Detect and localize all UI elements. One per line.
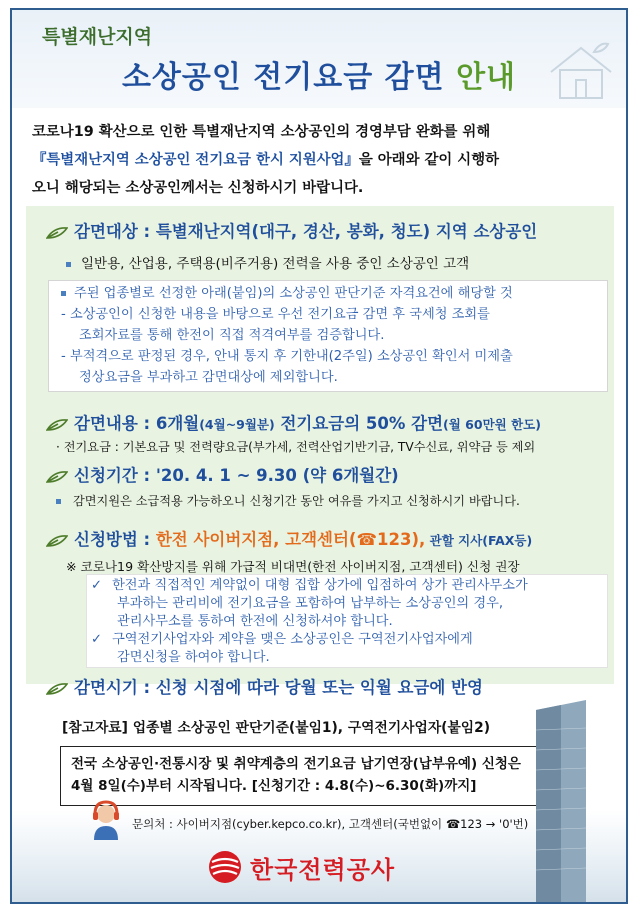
intro-line-3: 오니 해당되는 소상공인께서는 신청하시기 바랍니다. xyxy=(32,180,364,196)
section-method-heading xyxy=(46,526,532,550)
kepco-logo xyxy=(208,850,395,884)
title-text: 소상공인 전기요금 감면 xyxy=(121,60,457,95)
details-panel xyxy=(26,206,614,697)
check-icon: ✓ xyxy=(91,632,103,647)
section-content-title: 감면내용 : 6개월 xyxy=(74,414,200,433)
criteria-text: 주된 업종별로 선정한 아래(붙임)의 소상공인 판단기준 자격요건에 해당할 것 xyxy=(74,286,513,301)
intro-line-2-rest: 을 아래와 같이 시행하 xyxy=(358,152,500,168)
section-content-rate: 전기요금의 50% 감면 xyxy=(274,414,444,433)
criteria-line xyxy=(61,283,513,304)
building-icon xyxy=(526,700,596,904)
page-title xyxy=(12,52,626,96)
section-method-title: 신청방법 : xyxy=(74,530,156,549)
poster xyxy=(10,8,628,904)
kepco-logo-text: 한국전력공사 xyxy=(250,855,396,884)
section-content-limit: (월 60만원 한도) xyxy=(443,417,541,432)
section-timing-title: 감면시기 : 신청 시점에 따라 당월 또는 익월 요금에 반영 xyxy=(74,678,483,697)
section-period-title: 신청기간 : '20. 4. 1 ~ 9.30 (약 6개월간) xyxy=(74,466,399,485)
contact-info: 문의처 : 사이버지점(cyber.kepco.co.kr), 고객센터(국번없이 ☎123 → '0'번) xyxy=(132,817,529,831)
bullet-icon xyxy=(56,499,61,504)
headset-icon xyxy=(90,800,122,840)
criteria-line: 정상요금을 부과하고 감면대상에 제외합니다. xyxy=(79,370,338,385)
section-target-heading xyxy=(46,218,537,242)
section-method-branch: 관할 지사(FAX등) xyxy=(425,533,533,548)
intro-text xyxy=(32,118,612,202)
bullet-icon xyxy=(61,291,66,296)
section-method-note: ※ 코로나19 확산방지를 위해 가급적 비대면(한전 사이버지점, 고객센터) 신청 권장 xyxy=(66,559,520,574)
criteria-line: 조회자료를 통해 한전이 직접 적격여부를 검증합니다. xyxy=(79,328,385,343)
section-target-bullet-text: 일반용, 산업용, 주택용(비주거용) 전력을 사용 중인 소상공인 고객 xyxy=(81,256,470,272)
criteria-line: - 부적격으로 판정된 경우, 안내 통지 후 기한내(2주일) 소상공인 확인서 미제출 xyxy=(61,349,513,364)
leaf-icon xyxy=(46,682,68,696)
target-criteria-box xyxy=(48,280,608,392)
section-content-period: (4월~9월분) xyxy=(199,417,275,432)
title-accent: 안내 xyxy=(456,60,517,95)
bullet-icon xyxy=(66,262,71,267)
section-content-heading xyxy=(46,410,541,434)
section-content-note: · 전기요금 : 기본요금 및 전력량요금(부가세, 전력산업기반기금, TV수신료, 위약금 등 제외 xyxy=(56,440,536,454)
leaf-icon xyxy=(46,470,68,484)
section-period-bullet-text: 감면지원은 소급적용 가능하오니 신청기간 동안 여유를 가지고 신청하시기 바랍니다. xyxy=(73,494,520,508)
intro-program-name: 『특별재난지역 소상공인 전기요금 한시 지원사업』 xyxy=(32,152,359,168)
kepco-logo-icon xyxy=(208,850,242,884)
check-icon: ✓ xyxy=(91,578,103,593)
header-banner xyxy=(12,10,626,108)
intro-line-1: 코로나19 확산으로 인한 특별재난지역 소상공인의 경영부담 완화를 위해 xyxy=(32,124,491,140)
notice-line-1: 전국 소상공인·전통시장 및 취약계층의 전기요금 납기연장(납부유예) 신청은 xyxy=(71,756,521,772)
section-target-title: 감면대상 : 특별재난지역(대구, 경산, 봉화, 청도) 지역 소상공인 xyxy=(74,222,538,241)
section-timing-heading xyxy=(46,674,483,698)
section-method-channels: 한전 사이버지점, 고객센터(☎123), xyxy=(155,530,426,549)
section-target-bullet xyxy=(66,252,469,272)
method-text: 한전과 직접적인 계약없이 대형 집합 상가에 입점하여 상가 관리사무소가 xyxy=(112,578,528,593)
leaf-icon xyxy=(46,534,68,548)
reference-line: [참고자료] 업종별 소상공인 판단기준(붙임1), 구역전기사업자(붙임2) xyxy=(62,720,491,736)
method-line: 부과하는 관리비에 전기요금을 포함하여 납부하는 소상공인의 경우, xyxy=(117,596,504,611)
sub-title: 특별재난지역 xyxy=(42,26,153,48)
intro-line-2 xyxy=(32,146,612,174)
method-detail-box xyxy=(86,574,608,668)
method-line: 감면신청을 하여야 합니다. xyxy=(117,650,270,665)
method-text: 구역전기사업자와 계약을 맺은 소상공인은 구역전기사업자에게 xyxy=(112,632,473,647)
section-period-bullet xyxy=(56,492,520,509)
section-period-heading xyxy=(46,462,399,486)
method-line: 관리사무소를 통하여 한전에 신청하셔야 합니다. xyxy=(117,614,393,629)
notice-line-2: 4월 8일(수)부터 시작됩니다. [신청기간 : 4.8(수)~6.30(화)까지] xyxy=(71,778,477,794)
leaf-icon xyxy=(46,226,68,240)
leaf-icon xyxy=(46,418,68,432)
notice-box xyxy=(60,746,575,806)
house-icon xyxy=(546,38,616,102)
criteria-line: - 소상공인이 신청한 내용을 바탕으로 우선 전기요금 감면 후 국세청 조회를 xyxy=(61,307,490,322)
